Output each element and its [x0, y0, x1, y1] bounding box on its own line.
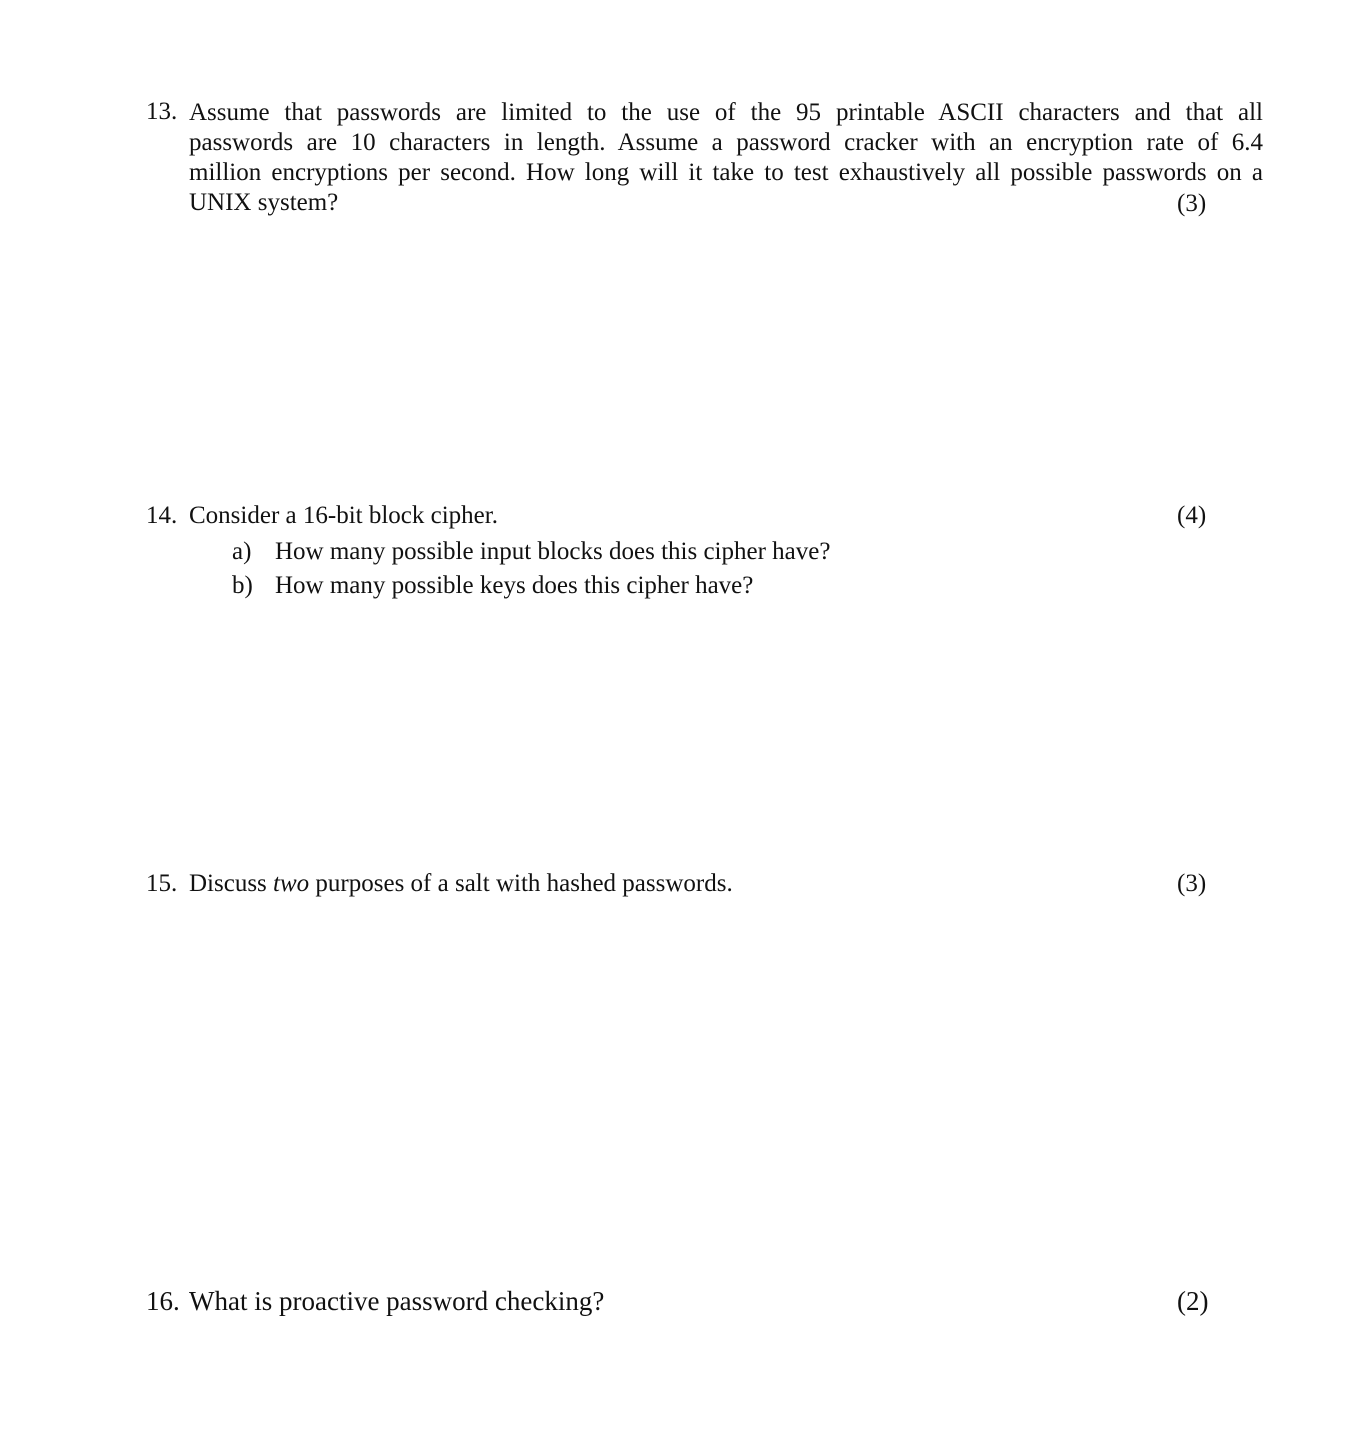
question-marks: (3) — [1177, 870, 1207, 897]
question-text: What is proactive password checking? — [189, 1286, 605, 1316]
question-13 — [146, 98, 1266, 228]
question-text-line: million encryptions per second. How long will it take to test exhaustively all possible passwords on a — [189, 159, 1263, 186]
question-number: 14. — [146, 502, 178, 529]
question-15 — [146, 870, 1266, 910]
sub-question-label: a) — [232, 538, 252, 565]
question-number: 13. — [146, 98, 178, 125]
question-number: 15. — [146, 870, 178, 897]
question-marks: (4) — [1177, 502, 1207, 529]
question-text — [189, 870, 733, 898]
question-text-line: UNIX system? — [189, 189, 339, 216]
question-16 — [146, 1286, 1266, 1326]
question-text — [189, 98, 1263, 218]
question-text-line: passwords are 10 characters in length. Assume a password cracker with an encryption rate of 6.4 — [189, 129, 1263, 156]
question-text-part: Discuss — [189, 870, 274, 897]
question-number: 16. — [146, 1286, 180, 1316]
question-marks: (3) — [1177, 190, 1207, 217]
question-text-part: purposes of a salt with hashed passwords. — [309, 870, 733, 897]
question-text-line: Assume that passwords are limited to the use of the 95 printable ASCII characters and that all — [189, 99, 1263, 126]
sub-question-label: b) — [232, 572, 253, 599]
question-text: Consider a 16-bit block cipher. — [189, 502, 498, 529]
sub-question-text: How many possible keys does this cipher have? — [275, 572, 754, 599]
sub-question-text: How many possible input blocks does this cipher have? — [275, 538, 831, 565]
question-marks: (2) — [1177, 1286, 1209, 1316]
question-14 — [146, 502, 1266, 612]
emphasized-word: two — [273, 870, 310, 897]
